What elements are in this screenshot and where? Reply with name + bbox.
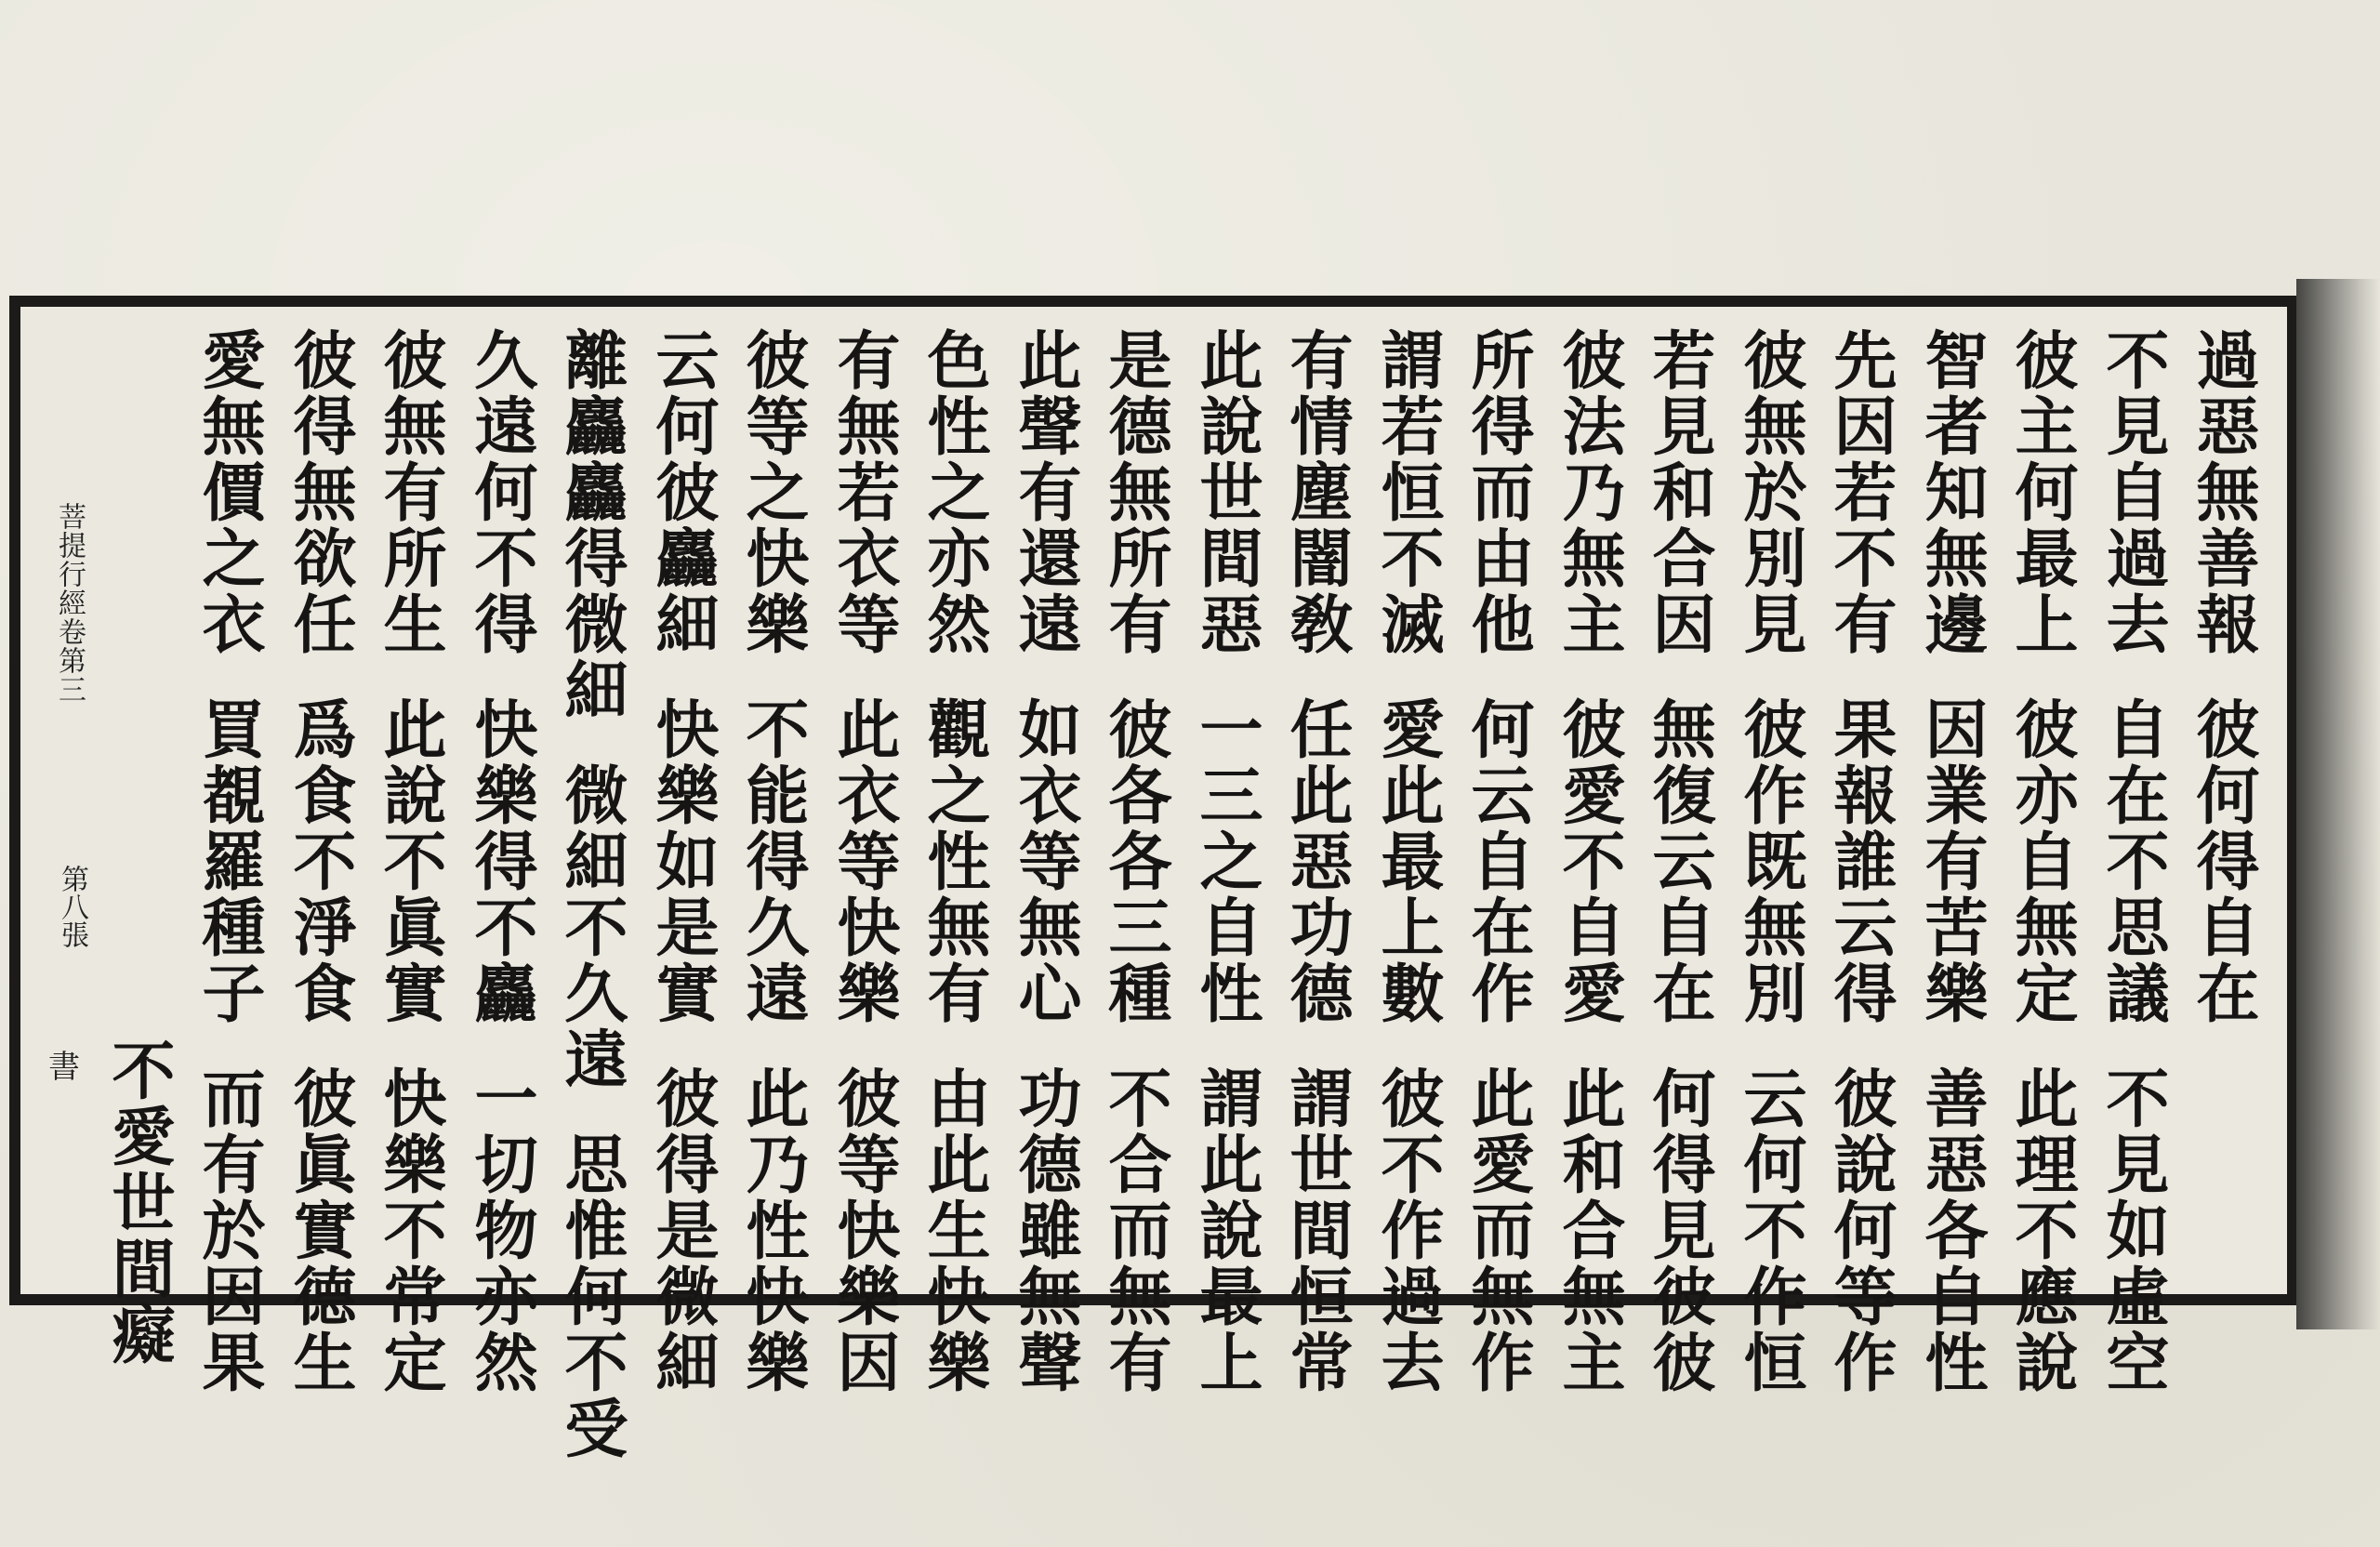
text-column xyxy=(1092,327,1178,1395)
verse-segment: 果報誰云得 xyxy=(1823,696,1897,1026)
verse-segment: 先因若不有 xyxy=(1823,327,1897,657)
text-column xyxy=(911,327,997,1395)
verse-segment: 謂世間恒常 xyxy=(1279,1065,1354,1395)
verse-segment: 任此惡功德 xyxy=(1279,696,1354,1026)
text-column xyxy=(1636,327,1722,1395)
verse-segment: 此理不應說 xyxy=(2004,1065,2079,1395)
verse-segment: 功德雖無聲 xyxy=(1008,1065,1082,1395)
verse-segment: 愛此最上數 xyxy=(1370,696,1445,1026)
verse-segment: 彼等之快樂 xyxy=(735,327,810,657)
verse-segment: 智者知無邊 xyxy=(1914,327,1989,657)
text-column xyxy=(1546,327,1632,1395)
verse-segment: 不能得久遠 xyxy=(735,696,810,1026)
verse-segment: 此和合無主 xyxy=(1552,1065,1626,1395)
verse-segment: 謂若恒不滅 xyxy=(1370,327,1445,657)
verse-segment: 快樂得不麤 xyxy=(464,696,538,1026)
text-column xyxy=(1365,327,1450,1395)
text-column xyxy=(458,327,544,1395)
verse-segment: 觀之性無有 xyxy=(917,696,991,1026)
verse-segment: 彼無有所生 xyxy=(373,327,447,657)
text-column xyxy=(1183,327,1269,1395)
verse-segment: 此說世間惡 xyxy=(1189,327,1263,657)
text-column xyxy=(1455,327,1540,1395)
verse-segment: 此乃性快樂 xyxy=(735,1065,810,1395)
verse-segment: 云何不作恒 xyxy=(1733,1065,1807,1395)
verse-segment: 若見和合因 xyxy=(1642,327,1716,657)
verse-segment: 一切物亦然 xyxy=(464,1065,538,1395)
text-column xyxy=(2180,327,2266,1026)
verse-segment: 無復云自在 xyxy=(1642,696,1716,1026)
verse-segment: 有情塵闇敎 xyxy=(1279,327,1354,657)
verse-segment: 是德無所有 xyxy=(1098,327,1172,657)
verse-segment: 何得見彼彼 xyxy=(1642,1065,1716,1395)
verse-segment: 彼各各三種 xyxy=(1098,696,1172,1026)
verse-segment: 愛無價之衣 xyxy=(192,327,266,657)
verse-segment: 買覩羅種子 xyxy=(192,696,266,1026)
text-column xyxy=(1818,327,1903,1395)
text-column xyxy=(1909,327,1994,1395)
verse-segment: 何云自在作 xyxy=(1461,696,1535,1026)
text-column xyxy=(367,327,453,1395)
verse-segment: 彼得是微細 xyxy=(645,1065,720,1395)
text-column xyxy=(821,327,906,1395)
verse-segment: 云何彼麤細 xyxy=(645,327,720,657)
text-column xyxy=(186,327,271,1395)
verse-segment: 一三之自性 xyxy=(1189,696,1263,1026)
text-column xyxy=(1274,327,1359,1395)
ink-edge-smudge xyxy=(2296,279,2380,1329)
verse-segment: 彼不作過去 xyxy=(1370,1065,1445,1395)
verse-segment: 彼亦自無定 xyxy=(2004,696,2079,1026)
margin-printer-mark: 書 xyxy=(48,1049,80,1086)
verse-segment: 過惡無善報 xyxy=(2186,327,2260,657)
verse-segment: 此聲有還遠 xyxy=(1008,327,1082,657)
verse-segment: 彼愛不自愛 xyxy=(1552,696,1626,1026)
margin-sutra-title: 菩提行經卷第三 xyxy=(53,502,86,704)
verse-segment: 爲食不淨食 xyxy=(283,696,357,1026)
verse-segment: 不見如虛空 xyxy=(2096,1065,2170,1395)
verse-segment: 彼無於別見 xyxy=(1733,327,1807,657)
verse-segment: 不愛世間癡 xyxy=(101,1038,176,1368)
verse-segment: 善惡各自性 xyxy=(1914,1065,1989,1395)
verse-segment: 由此生快樂 xyxy=(917,1065,991,1395)
text-column xyxy=(96,327,181,1368)
verse-segment: 彼法乃無主 xyxy=(1552,327,1626,657)
verse-segment: 快樂如是實 xyxy=(645,696,720,1026)
verse-segment: 謂此說最上 xyxy=(1189,1065,1263,1395)
text-column xyxy=(2090,327,2175,1395)
text-column xyxy=(1727,327,1813,1395)
verse-segment: 彼等快樂因 xyxy=(826,1065,901,1395)
verse-segment: 彼作既無別 xyxy=(1733,696,1807,1026)
verse-segment: 如衣等無心 xyxy=(1008,696,1082,1026)
verse-segment: 此愛而無作 xyxy=(1461,1065,1535,1395)
verse-segment: 離麤麤得微細 xyxy=(554,327,628,723)
text-column xyxy=(549,327,634,1461)
verse-segment: 彼主何最上 xyxy=(2004,327,2079,657)
verse-segment: 此說不眞實 xyxy=(373,696,447,1026)
verse-segment: 自在不思議 xyxy=(2096,696,2170,1026)
verse-segment: 因業有苦樂 xyxy=(1914,696,1989,1026)
text-column xyxy=(730,327,815,1395)
verse-segment: 久遠何不得 xyxy=(464,327,538,657)
verse-segment: 快樂不常定 xyxy=(373,1065,447,1395)
verse-segment: 所得而由他 xyxy=(1461,327,1535,657)
verse-segment: 有無若衣等 xyxy=(826,327,901,657)
verse-segment: 彼說何等作 xyxy=(1823,1065,1897,1395)
verse-segment: 彼眞實德生 xyxy=(283,1065,357,1395)
verse-segment: 色性之亦然 xyxy=(917,327,991,657)
verse-segment: 不見自過去 xyxy=(2096,327,2170,657)
text-column xyxy=(640,327,725,1395)
verse-segment: 微細不久遠 xyxy=(554,762,628,1092)
verse-segment: 彼得無欲任 xyxy=(283,327,357,657)
verse-segment: 而有於因果 xyxy=(192,1065,266,1395)
verse-segment: 思惟何不受 xyxy=(554,1131,628,1461)
text-column xyxy=(277,327,363,1395)
text-column xyxy=(1999,327,2084,1395)
verse-segment: 此衣等快樂 xyxy=(826,696,901,1026)
verse-segment: 不合而無有 xyxy=(1098,1065,1172,1395)
verse-segment: 彼何得自在 xyxy=(2186,696,2260,1026)
margin-page-number: 第八張 xyxy=(56,865,88,948)
text-column xyxy=(1002,327,1088,1395)
